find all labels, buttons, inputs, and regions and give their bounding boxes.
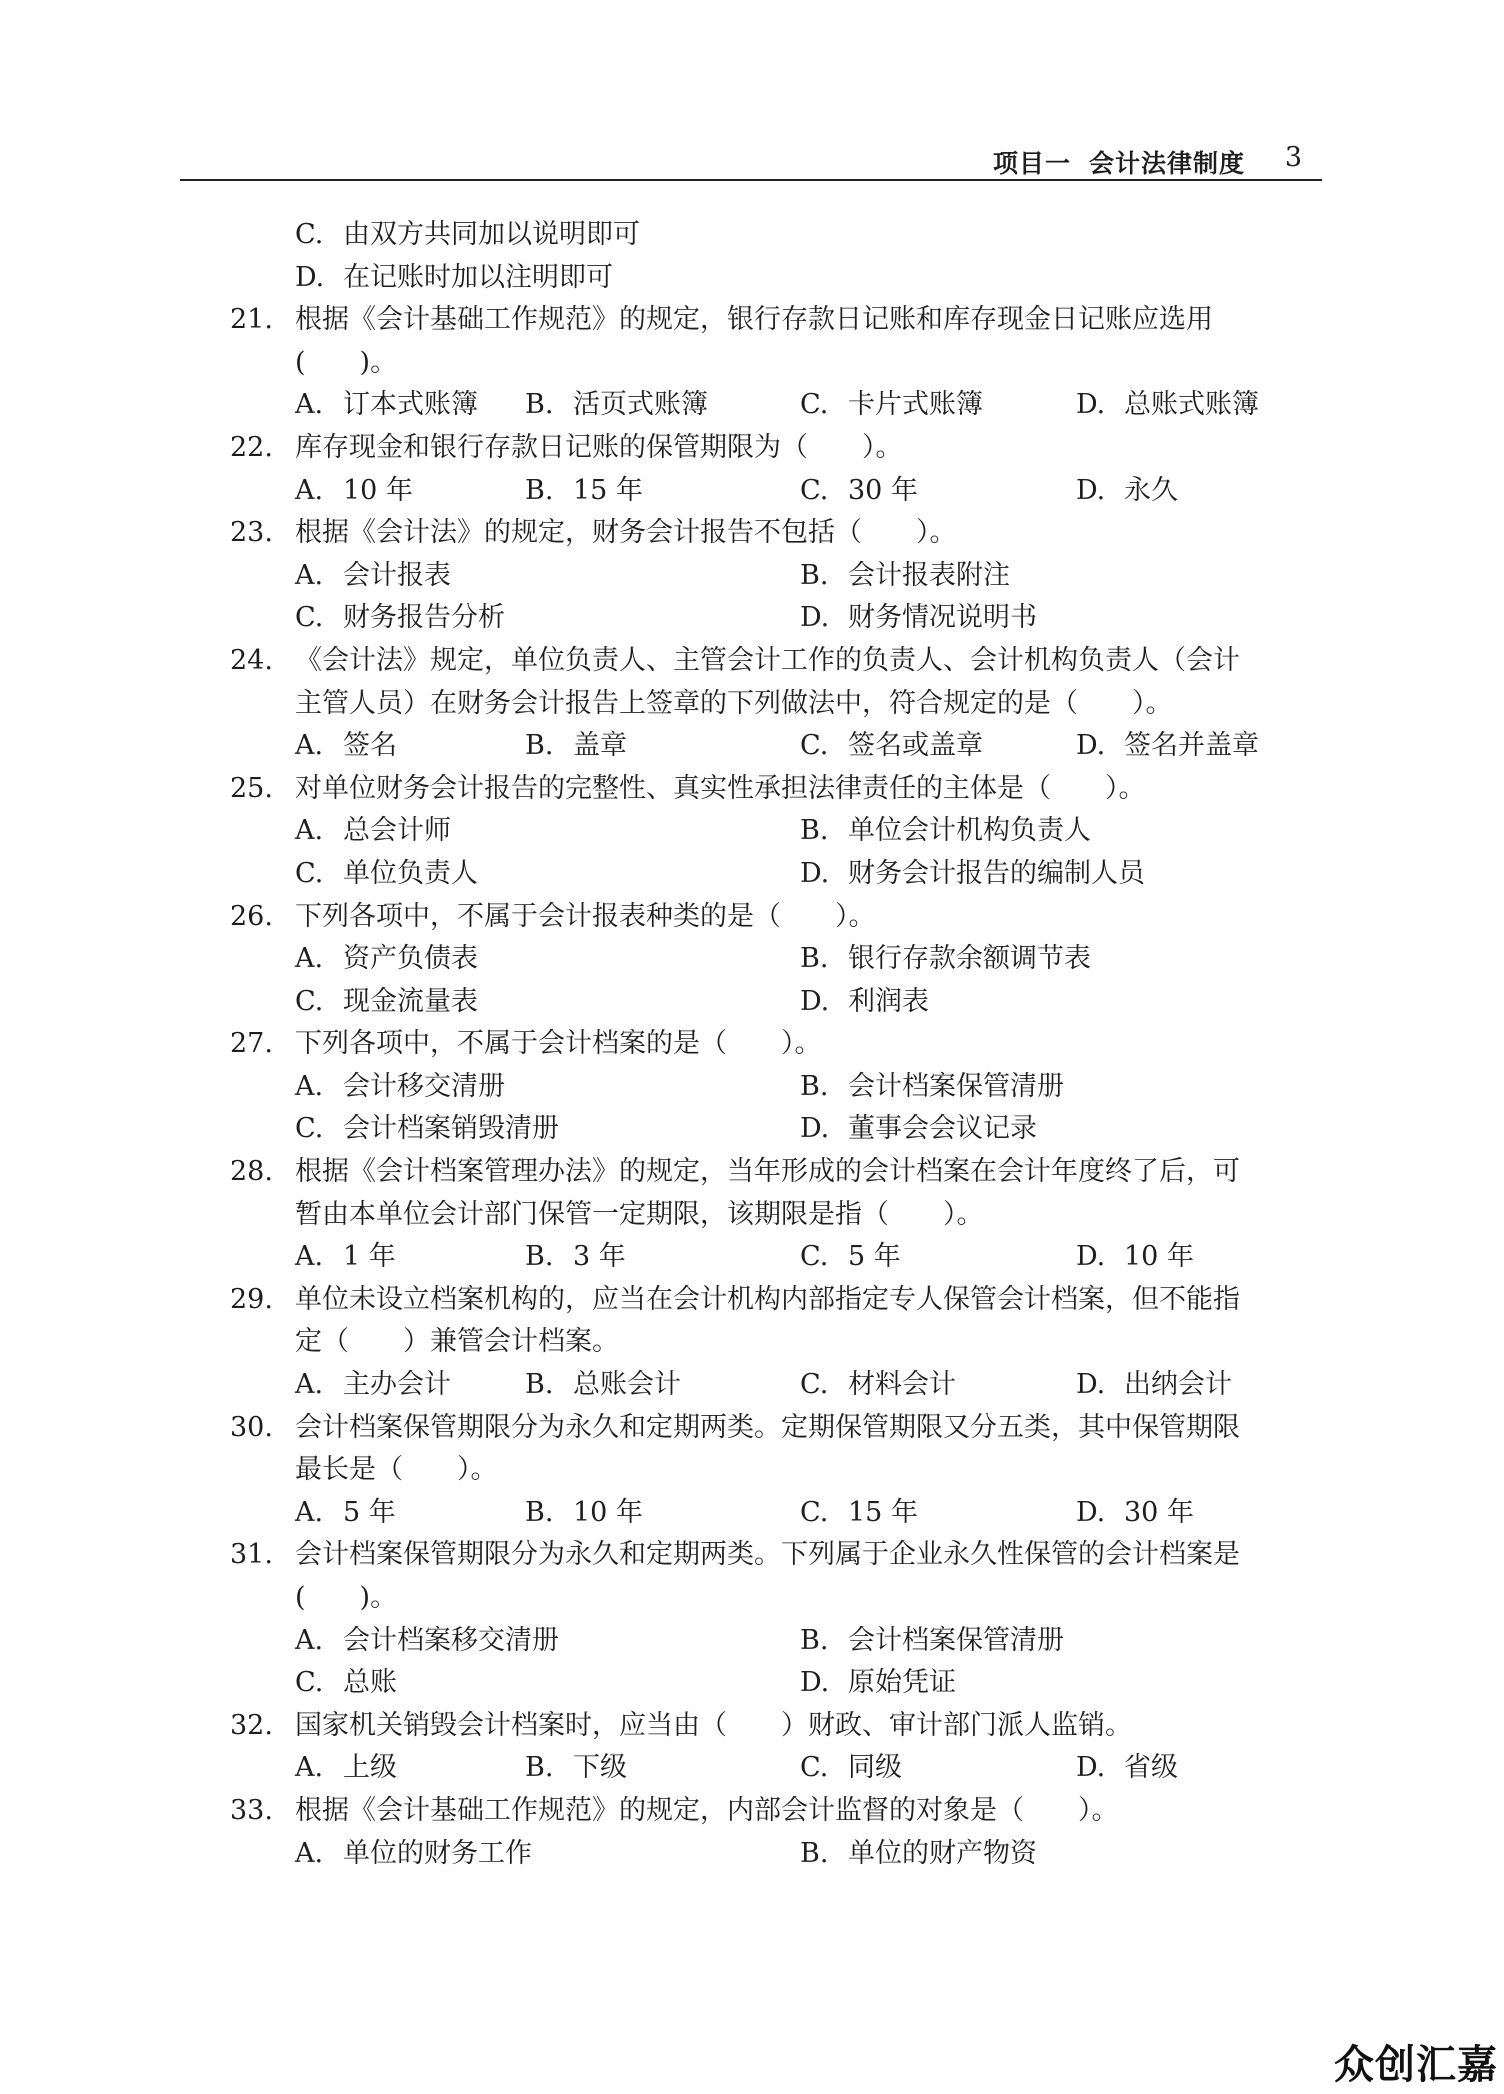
option-text: 会计档案销毁清册 [343,1113,559,1145]
answer-option [800,1236,901,1279]
answer-option [295,1662,397,1705]
answer-option [800,981,929,1024]
option-row [230,1364,1320,1407]
question-text: 根据《会计基础工作规范》的规定，银行存款日记账和库存现金日记账应选用 [295,304,1213,336]
question-text: 库存现金和银行存款日记账的保管期限为（ ）。 [295,431,903,463]
option-text: 单位会计机构负责人 [848,815,1091,847]
answer-option [800,1620,1064,1663]
option-text: 签名 [343,730,397,762]
option-label: C. [800,1496,829,1528]
answer-option [1076,725,1259,768]
answer-option [295,1620,559,1663]
question-text: 会计档案保管期限分为永久和定期两类。下列属于企业永久性保管的会计档案是 [295,1539,1240,1571]
option-label: A. [295,1369,324,1401]
option-text: 省级 [1124,1752,1178,1784]
question-text: 定（ ）兼管会计档案。 [295,1326,619,1358]
section-label: 会计法律制度 [1088,149,1245,178]
answer-option [295,853,478,896]
answer-option [800,938,1091,981]
answer-option [800,470,918,513]
answer-option [1076,1492,1194,1535]
option-row [230,597,1320,640]
option-label: C. [800,389,829,421]
answer-option [800,555,1010,598]
answer-option [800,1662,956,1705]
option-text: 现金流量表 [343,985,478,1017]
answer-option [295,1066,505,1109]
option-text: 财务报告分析 [343,602,505,634]
question-text: 《会计法》规定，单位负责人、主管会计工作的负责人、会计机构负责人（会计 [295,644,1240,676]
answer-option [800,810,1091,853]
option-label: C. [295,219,324,250]
option-label: B. [525,730,554,762]
option-text: 1 年 [343,1241,396,1273]
option-text: 总会计师 [343,815,451,847]
option-row [230,1620,1320,1663]
option-row [230,257,1320,300]
option-label: D. [1076,1369,1106,1401]
option-label: B. [800,815,829,847]
option-label: C. [800,1752,829,1784]
option-label: D. [295,261,325,293]
option-label: B. [800,559,829,591]
option-label: A. [295,1752,324,1784]
answer-option [295,597,505,640]
option-text: 利润表 [848,985,929,1017]
option-label: D. [800,1113,830,1145]
question-text: 单位未设立档案机构的，应当在会计机构内部指定专人保管会计档案，但不能指 [295,1283,1240,1315]
option-text: 会计移交清册 [343,1070,505,1102]
question-continuation [230,683,1320,726]
answer-option [800,1833,1037,1876]
option-row [230,555,1320,598]
option-text: 签名或盖章 [848,730,983,762]
chapter-label: 项目一 [992,149,1071,178]
option-text: 主办会计 [343,1369,451,1401]
question-continuation [230,1321,1320,1364]
question-line [230,512,1320,555]
question-line [230,1705,1320,1748]
answer-option [525,470,643,513]
option-label: B. [800,943,829,975]
option-text: 订本式账簿 [343,389,478,421]
option-label: B. [525,389,554,421]
question-number: 32. [230,1709,273,1741]
answer-option [525,1364,681,1407]
answer-option [1076,470,1178,513]
option-label: D. [1076,1496,1106,1528]
option-label: A. [295,1624,324,1656]
answer-option [800,384,983,427]
option-row [230,810,1320,853]
option-row [230,1662,1320,1705]
question-continuation [230,1577,1320,1620]
option-text: 银行存款余额调节表 [848,943,1091,975]
answer-option [525,1492,643,1535]
question-text: 根据《会计档案管理办法》的规定，当年形成的会计档案在会计年度终了后，可 [295,1156,1240,1188]
option-text: 10 年 [343,474,413,506]
answer-option [295,1108,559,1151]
answer-option [800,853,1145,896]
option-label: A. [295,474,324,506]
option-row [230,1236,1320,1279]
option-label: D. [1076,1752,1106,1784]
running-header [180,138,1322,182]
question-line [230,1407,1320,1450]
option-text: 5 年 [848,1241,901,1273]
option-label: A. [295,730,324,762]
answer-option [1076,1747,1178,1790]
option-label: C. [295,1667,324,1699]
chapter-title [993,144,1245,180]
option-label: A. [295,1496,324,1528]
option-label: A. [295,559,324,591]
option-row [230,1833,1320,1876]
option-text: 资产负债表 [343,943,478,975]
answer-option [800,1364,956,1407]
answer-option [295,214,640,257]
answer-option [800,725,983,768]
option-text: 财务情况说明书 [848,602,1037,634]
question-number: 24. [230,644,273,676]
option-text: 30 年 [848,474,918,506]
question-text: 下列各项中，不属于会计报表种类的是（ ）。 [295,900,876,932]
question-text: 国家机关销毁会计档案时，应当由（ ）财政、审计部门派人监销。 [295,1709,1132,1741]
option-label: C. [295,985,324,1017]
option-label: B. [525,1369,554,1401]
answer-option [295,1833,532,1876]
question-number: 28. [230,1156,273,1188]
option-text: 15 年 [848,1496,918,1528]
option-label: B. [525,474,554,506]
question-number: 29. [230,1283,273,1315]
question-number: 31. [230,1539,273,1571]
option-text: 下级 [573,1752,627,1784]
option-row [230,853,1320,896]
option-label: A. [295,1070,324,1102]
option-text: 卡片式账簿 [848,389,983,421]
option-label: D. [800,857,830,889]
option-text: 15 年 [573,474,643,506]
option-text: 总账会计 [573,1369,681,1401]
answer-option [800,1066,1064,1109]
answer-option [525,1236,626,1279]
question-line [230,1790,1320,1833]
option-label: C. [800,474,829,506]
question-line [230,1534,1320,1577]
answer-option [295,384,478,427]
option-text: 10 年 [573,1496,643,1528]
option-label: C. [800,1369,829,1401]
question-number: 21. [230,304,273,336]
option-text: 会计档案保管清册 [848,1624,1064,1656]
question-text: 暂由本单位会计部门保管一定期限，该期限是指（ ）。 [295,1198,984,1230]
question-list [230,214,1320,1875]
question-line [230,1023,1320,1066]
option-text: 签名并盖章 [1124,730,1259,762]
option-label: B. [525,1496,554,1528]
option-text: 会计报表附注 [848,559,1010,591]
option-text: 董事会会议记录 [848,1113,1037,1145]
answer-option [295,938,478,981]
answer-option [295,555,451,598]
option-text: 单位的财务工作 [343,1837,532,1869]
question-text: ( )。 [295,1582,398,1613]
question-number: 27. [230,1028,273,1060]
answer-option [800,1747,902,1790]
answer-option [1076,1236,1194,1279]
option-label: C. [295,602,324,634]
question-line [230,640,1320,683]
option-label: C. [295,857,324,889]
option-row [230,981,1320,1024]
answer-option [525,725,627,768]
answer-option [295,725,397,768]
answer-option [800,597,1037,640]
option-label: C. [800,730,829,762]
question-number: 26. [230,900,273,932]
answer-option [525,1747,627,1790]
option-label: D. [800,985,830,1017]
option-text: 总账式账簿 [1124,389,1259,421]
question-line [230,896,1320,939]
answer-option [295,1364,451,1407]
option-row [230,214,1320,257]
question-continuation [230,1194,1320,1237]
option-text: 盖章 [573,730,627,762]
option-label: D. [1076,389,1106,421]
question-number: 25. [230,772,273,804]
question-text: 对单位财务会计报告的完整性、真实性承担法律责任的主体是（ ）。 [295,772,1146,804]
question-text: 主管人员）在财务会计报告上签章的下列做法中，符合规定的是（ ）。 [295,687,1173,719]
question-line [230,768,1320,811]
question-continuation [230,342,1320,385]
option-text: 原始凭证 [848,1667,956,1699]
option-text: 在记账时加以注明即可 [343,261,613,293]
question-text: 会计档案保管期限分为永久和定期两类。定期保管期限又分五类，其中保管期限 [295,1411,1240,1443]
option-text: 单位的财产物资 [848,1837,1037,1869]
option-label: A. [295,1837,324,1869]
question-number: 23. [230,517,273,549]
question-line [230,299,1320,342]
option-text: 5 年 [343,1496,396,1528]
option-label: D. [800,1667,830,1699]
option-text: 3 年 [573,1241,626,1273]
option-text: 单位负责人 [343,857,478,889]
question-line [230,427,1320,470]
option-label: A. [295,943,324,975]
option-label: B. [525,1752,554,1784]
option-label: B. [800,1837,829,1869]
answer-option [1076,1364,1232,1407]
option-label: C. [800,1241,829,1273]
option-text: 活页式账簿 [573,389,708,421]
option-row [230,1747,1320,1790]
question-line [230,1151,1320,1194]
question-text: 下列各项中，不属于会计档案的是（ ）。 [295,1028,822,1060]
option-text: 10 年 [1124,1241,1194,1273]
option-label: A. [295,389,324,421]
option-label: A. [295,815,324,847]
question-text: 根据《会计法》的规定，财务会计报告不包括（ ）。 [295,517,957,549]
option-text: 由双方共同加以说明即可 [343,219,640,250]
option-row [230,1066,1320,1109]
option-row [230,384,1320,427]
answer-option [295,257,613,300]
question-number: 30. [230,1411,273,1443]
option-label: D. [800,602,830,634]
answer-option [295,810,451,853]
question-continuation [230,1449,1320,1492]
option-row [230,1108,1320,1151]
question-number: 22. [230,431,273,463]
answer-option [800,1492,918,1535]
option-label: D. [1076,1241,1106,1273]
answer-option [295,1747,397,1790]
question-number: 33. [230,1794,273,1826]
page-number: 3 [1284,142,1302,173]
answer-option [800,1108,1037,1151]
answer-option [295,1492,396,1535]
option-text: 总账 [343,1667,397,1699]
option-text: 财务会计报告的编制人员 [848,857,1145,889]
answer-option [295,981,478,1024]
option-text: 30 年 [1124,1496,1194,1528]
option-text: 材料会计 [848,1369,956,1401]
answer-option [295,1236,396,1279]
answer-option [1076,384,1259,427]
option-text: 上级 [343,1752,397,1784]
answer-option [525,384,708,427]
question-text: 最长是（ ）。 [295,1454,498,1486]
option-label: B. [800,1070,829,1102]
option-label: B. [800,1624,829,1656]
option-row [230,725,1320,768]
option-label: A. [295,1241,324,1273]
option-label: D. [1076,474,1106,506]
option-text: 出纳会计 [1124,1369,1232,1401]
option-row [230,1492,1320,1535]
option-text: 永久 [1124,474,1178,506]
option-label: C. [295,1113,324,1145]
answer-option [295,470,413,513]
watermark-logo: 众创汇嘉 [1334,2042,1498,2088]
option-text: 会计档案移交清册 [343,1624,559,1656]
option-text: 同级 [848,1752,902,1784]
option-label: B. [525,1241,554,1273]
option-text: 会计档案保管清册 [848,1070,1064,1102]
option-row [230,938,1320,981]
question-text: 根据《会计基础工作规范》的规定，内部会计监督的对象是（ ）。 [295,1794,1119,1826]
header-rule [180,179,1322,181]
option-text: 会计报表 [343,559,451,591]
option-row [230,470,1320,513]
question-line [230,1279,1320,1322]
question-text: ( )。 [295,346,398,378]
option-label: D. [1076,730,1106,762]
